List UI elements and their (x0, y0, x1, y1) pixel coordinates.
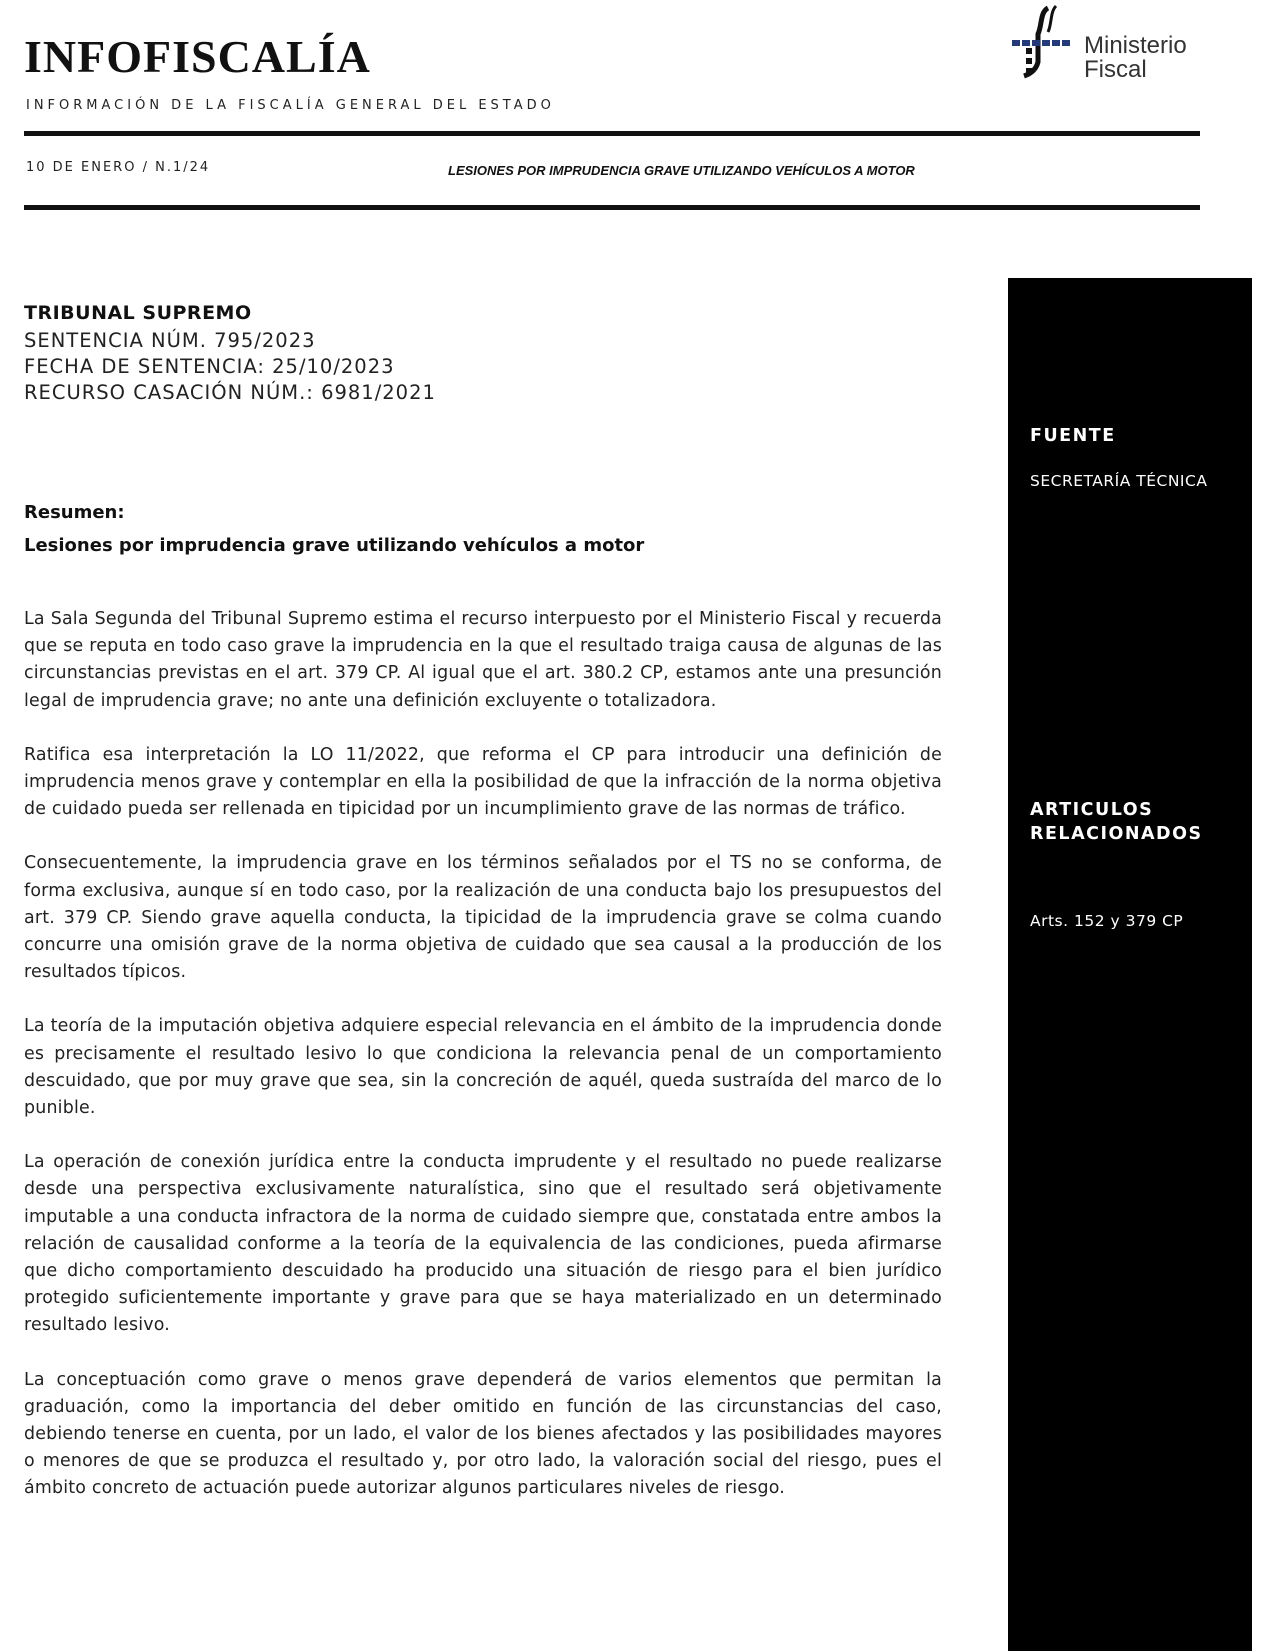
articles-heading (1030, 798, 1203, 846)
summary (24, 502, 944, 556)
paragraph: La conceptuación como grave o menos grave dependerá de varios elementos que permitan la graduación, como la importancia del deber omitido en función de las circunstancias del caso, debiendo tenerse en cuenta, por un lado, el valor de los bienes afectados y las posibilidades mayores o menores de que se produzca el resultado y, por otro lado, la valoración social del riesgo, pues el ámbito concreto de actuación puede autorizar algunos particulares niveles de riesgo. (24, 1369, 942, 1499)
top-divider (24, 131, 1200, 136)
issue-topic: LESIONES POR IMPRUDENCIA GRAVE UTILIZANDO VEHÍCULOS A MOTOR (448, 163, 915, 178)
source-value: SECRETARÍA TÉCNICA (1030, 472, 1208, 490)
articles-value: Arts. 152 y 379 CP (1030, 912, 1184, 930)
logo-line2: Fiscal (1084, 56, 1147, 83)
summary-label: Resumen: (24, 502, 125, 523)
masthead-subtitle: INFORMACIÓN DE LA FISCALÍA GENERAL DEL ESTADO (26, 98, 555, 113)
appeal-number: RECURSO CASACIÓN NÚM.: 6981/2021 (24, 381, 436, 404)
logo-text (1084, 34, 1187, 82)
header-divider (24, 205, 1200, 210)
source-heading: FUENTE (1030, 426, 1116, 446)
sentence-date: FECHA DE SENTENCIA: 25/10/2023 (24, 355, 395, 378)
masthead-title: INFOFISCALÍA (24, 31, 371, 82)
paragraph: La Sala Segunda del Tribunal Supremo estima el recurso interpuesto por el Ministerio Fiscal y recuerda que se reputa en todo caso grave la imprudencia en la que el resultado traiga causa de algunas de las circunstancias previstas en el art. 379 CP. Al igual que el art. 380.2 CP, estamos ante una presunción legal de imprudencia grave; no ante una definición excluyente o totalizadora. (24, 609, 942, 711)
court-details (24, 302, 924, 406)
logo-line1: Ministerio (1084, 32, 1187, 59)
summary-title: Lesiones por imprudencia grave utilizando vehículos a motor (24, 535, 645, 556)
body-text (24, 606, 942, 1530)
ministerio-fiscal-logo (1012, 4, 1212, 83)
paragraph: La operación de conexión jurídica entre la conducta imprudente y el resultado no puede realizarse desde una perspectiva exclusivamente naturalística, sino que el resultado será objetivamente imputable a una conducta infractora de la norma de cuidado siempre que, constatada entre ambos la relación de causalidad conforme a la teoría de la equivalencia de las condiciones, pueda afirmarse que dicho comportamiento descuidado ha producido una situación de riesgo para el bien jurídico protegido suficientemente importante y grave para que se haya materializado en un determinado resultado lesivo. (24, 1152, 942, 1336)
paragraph: Consecuentemente, la imprudencia grave en los términos señalados por el TS no se conforma, de forma exclusiva, aunque sí en todo caso, por la realización de una conducta bajo los presupuestos del art. 379 CP. Siendo grave aquella conducta, la tipicidad de la imprudencia grave se colma cuando concurre una omisión grave de la norma objetiva de cuidado que sea causal a la producción de los resultados típicos. (24, 853, 942, 983)
articles-heading-line2: RELACIONADOS (1030, 824, 1203, 844)
sidebar (1008, 278, 1252, 1651)
articles-heading-line1: ARTICULOS (1030, 800, 1154, 820)
paragraph: Ratifica esa interpretación la LO 11/2022, que reforma el CP para introducir una definición de imprudencia menos grave y contemplar en ella la posibilidad de que la infracción de la norma objetiva de cuidado pueda ser rellenada en tipicidad por un incumplimiento grave de las normas de tráfico. (24, 744, 942, 820)
paragraph: La teoría de la imputación objetiva adquiere especial relevancia en el ámbito de la imprudencia donde es precisamente el resultado lesivo lo que condiciona la relevancia penal de un comportamiento descuidado, que por muy grave que sea, sin la concreción de aquél, queda sustraída del marco de lo punible. (24, 1016, 942, 1119)
court-name: TRIBUNAL SUPREMO (24, 302, 252, 324)
ministerio-fiscal-emblem-icon (1012, 4, 1076, 80)
issue-date: 10 DE ENERO / N.1/24 (26, 160, 211, 175)
sentence-number: SENTENCIA NÚM. 795/2023 (24, 329, 316, 352)
